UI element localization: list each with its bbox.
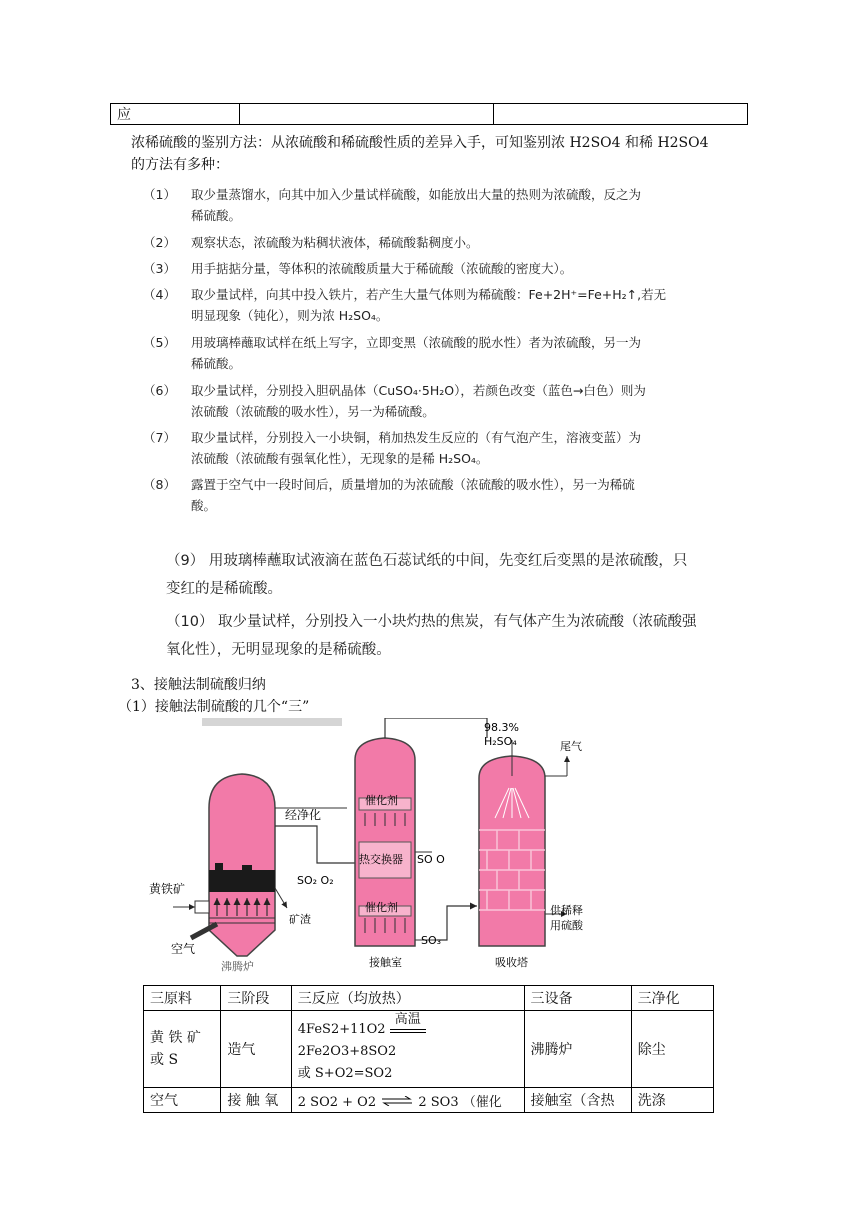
- label-dilute-1: 供稀释: [550, 904, 583, 917]
- top-table: [110, 103, 748, 125]
- section-subtitle: （1）接触法制硫酸的几个“三”: [118, 699, 310, 715]
- boiling-furnace: [173, 774, 347, 956]
- table-row: 黄 铁 矿 或 S 造气 4FeS2+11O2 高温 2Fe2O3+8SO2 或 S+O2=SO2 沸腾炉 除尘: [144, 1011, 714, 1088]
- list-item: （8） 露置于空气中一段时间后，质量增加的为浓硫酸（浓硫酸的吸水性），另一为稀硫 酸。: [143, 477, 635, 513]
- label-so3: SO₃: [421, 934, 442, 947]
- method-list: [143, 184, 753, 516]
- label-catalyst-2: 催化剂: [365, 901, 398, 914]
- table-header-row: 三原料 三阶段 三反应（均放热） 三设备 三净化: [144, 986, 714, 1011]
- list-item: （4） 取少量试样，向其中投入铁片，若产生大量气体则为稀硫酸：Fe+2H⁺=Fe+H₂↑,若无 明显现象（钝化），则为浓 H₂SO₄。: [143, 287, 667, 323]
- label-acid-pct: 98.3%: [484, 721, 519, 734]
- label-slag: 矿渣: [289, 913, 311, 926]
- reversible-arrow-icon: [380, 1095, 414, 1110]
- intro-line-1: 浓稀硫酸的鉴别方法：从浓硫酸和稀硫酸性质的差异入手，可知鉴别浓 H2SO4 和稀 H2SO4: [131, 135, 709, 151]
- label-air: 空气: [171, 942, 196, 956]
- list-item: （6） 取少量试样，分别投入胆矾晶体（CuSO₄·5H₂O），若颜色改变（蓝色→白色）则为 浓硫酸（浓硫酸的吸水性），另一为稀硫酸。: [143, 383, 646, 419]
- list-item: （3） 用手掂掂分量，等体积的浓硫酸质量大于稀硫酸（浓硫酸的密度大）。: [143, 261, 573, 276]
- contact-process-diagram: [147, 718, 607, 976]
- label-acid: H₂SO₄: [484, 735, 517, 748]
- list-item: （7） 取少量试样，分别投入一小块铜，稍加热发生反应的（有气泡产生，溶液变蓝）为 浓硫酸（浓硫酸有强氧化性），无现象的是稀 H₂SO₄。: [143, 430, 642, 466]
- label-contact: 接触室: [369, 956, 402, 969]
- list-item: （9） 用玻璃棒蘸取试液滴在蓝色石蕊试纸的中间，先变红后变黑的是浓硫酸，只 变红的是稀硫酸。: [166, 553, 688, 597]
- list-item: （2） 观察状态，浓硫酸为粘稠状液体，稀硫酸黏稠度小。: [143, 235, 479, 250]
- label-exchanger: 热交换器: [359, 853, 403, 866]
- label-tower: 吸收塔: [495, 956, 528, 969]
- label-ore: 黄铁矿: [149, 882, 186, 896]
- label-tail-gas: 尾气: [560, 740, 582, 753]
- list-item: （5） 用玻璃棒蘸取试样在纸上写字，立即变黑（浓硫酸的脱水性）者为浓硫酸，另一为 稀硫酸。: [143, 335, 642, 371]
- label-dilute-2: 用硫酸: [550, 919, 583, 932]
- label-so-o: SO O: [417, 853, 445, 866]
- label-catalyst-1: 催化剂: [365, 794, 398, 807]
- intro-line-2: 的方法有多种：: [131, 157, 229, 173]
- list-item: （10） 取少量试样，分别投入一小块灼热的焦炭，有气体产生为浓硫酸（浓硫酸强 氧化性），无明显现象的是稀硫酸。: [166, 614, 697, 658]
- label-clean: 经净化: [285, 808, 322, 822]
- summary-table: [143, 985, 714, 1113]
- reaction-condition: 高温: [394, 1012, 421, 1027]
- list-item: （1） 取少量蒸馏水，向其中加入少量试样硫酸，如能放出大量的热则为浓硫酸，反之为 稀硫酸。: [143, 187, 642, 223]
- table-row: 空气 接 触 氧 2 SO2 + O2 2 SO3 （催化 接触室（含热 洗涤: [144, 1088, 714, 1113]
- label-so2-o2: SO₂ O₂: [297, 874, 334, 887]
- section-title: 3、接触法制硫酸归纳: [131, 677, 266, 693]
- label-furnace: 沸腾炉: [221, 960, 254, 973]
- top-table-cell: 应: [111, 104, 240, 125]
